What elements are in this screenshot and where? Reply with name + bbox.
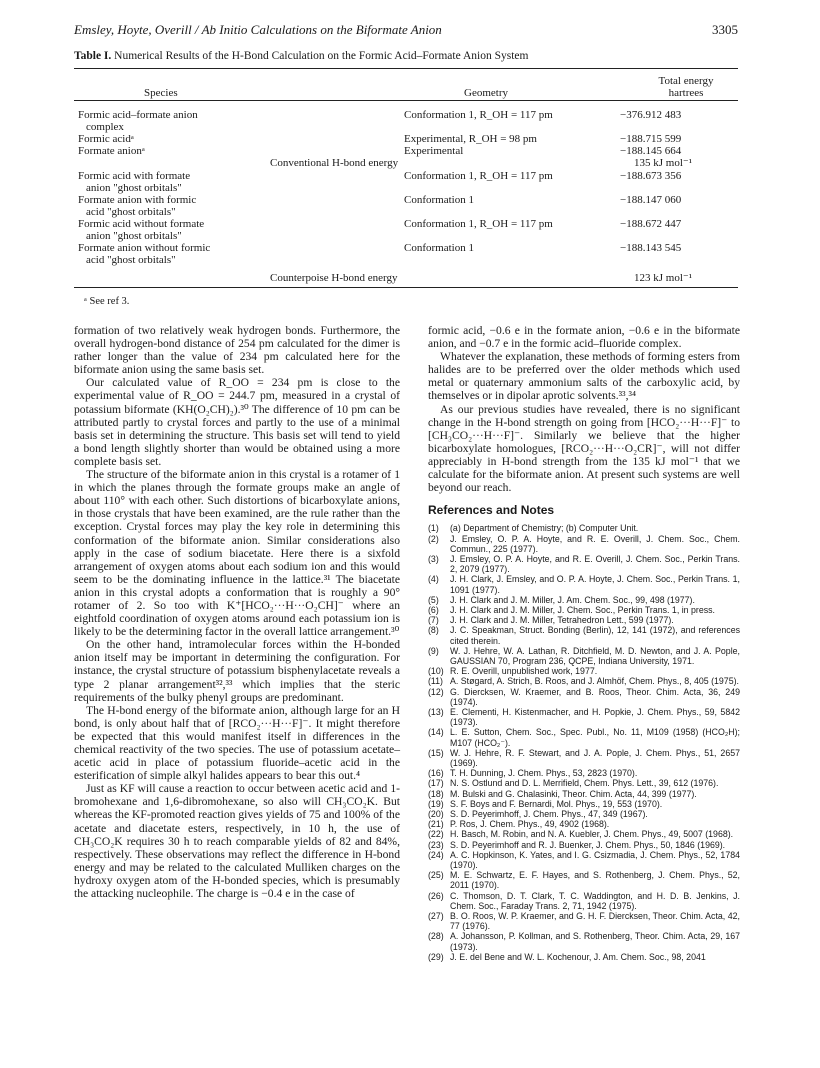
reference-text: A. Johansson, P. Kollman, and S. Rothenberg, Theor. Chim. Acta, 29, 167 (1973). xyxy=(450,931,740,952)
geometry-cell: Conformation 1, R_OH = 117 pm xyxy=(404,170,553,182)
reference-text: P. Ros, J. Chem. Phys., 49, 4902 (1968). xyxy=(450,819,610,830)
reference-item xyxy=(428,534,740,554)
reference-number: (14) xyxy=(428,727,444,738)
reference-number: (16) xyxy=(428,768,444,779)
species-cell: Formic acid without formate anion "ghost orbitals" xyxy=(78,218,205,242)
reference-number: (21) xyxy=(428,819,444,830)
reference-number: (23) xyxy=(428,839,444,850)
species-cell: Formate anionᵃ xyxy=(78,145,145,157)
geometry-cell: Conformation 1 xyxy=(404,194,474,206)
reference-number: (12) xyxy=(428,686,444,697)
reference-text: C. Thomson, D. T. Clark, T. C. Waddington, and H. D. B. Jenkins, J. Chem. Soc., Faraday Trans. 2, 71, 1942 (1975). xyxy=(450,890,740,911)
species-cell: Formic acid–formate anion complex xyxy=(78,109,198,133)
reference-item xyxy=(428,595,740,605)
paragraph: The structure of the biformate anion in this crystal is a rotamer of 1 in which the planes through the formate groups make an angle of about 110° with each other. Such distortions of bicarboxylate anions, in those crystals that have been examined, are the rule rather than the exception. Crystal forces may play the key role in determining this conformation of the biformate anion. Similar considerations also apply in the case of sodium biacetate. Here there is a sixfold arrangement of oxygen atoms about each sodium ion and this would seem to be the dominating influence in the lattice.³¹ The biacetate anion in this crystal adopts a conformation that is roughly a 90° rotamer of 2. So too with K⁺[HCO₂···H···O₂CH]⁻ where an eightfold coordination of oxygen atoms around each potassium ion is likely to be the determining factor in the overall lattice arrangement.³⁰ xyxy=(74,468,400,639)
reference-item xyxy=(428,625,740,645)
reference-number: (17) xyxy=(428,778,444,789)
geometry-cell: Conformation 1 xyxy=(404,242,474,254)
reference-item xyxy=(428,523,740,533)
energy-cell: −188.143 545 xyxy=(620,242,682,254)
reference-item xyxy=(428,727,740,747)
paragraph: formic acid, −0.6 e in the formate anion, −0.6 e in the biformate anion, and −0.7 e in the formic acid–fluoride complex. xyxy=(428,324,740,351)
running-header xyxy=(74,22,738,38)
reference-item xyxy=(428,707,740,727)
references-heading: References and Notes xyxy=(428,503,555,518)
header-energy-line1: Total energy xyxy=(658,75,714,87)
reference-item xyxy=(428,605,740,615)
reference-number: (26) xyxy=(428,890,444,901)
reference-item xyxy=(428,554,740,574)
reference-item xyxy=(428,870,740,890)
reference-number: (9) xyxy=(428,645,439,656)
reference-item xyxy=(428,615,740,625)
right-column xyxy=(428,324,740,962)
reference-text: N. S. Ostlund and D. L. Merrifield, Chem. Phys. Lett., 39, 612 (1976). xyxy=(450,778,719,789)
reference-number: (3) xyxy=(428,553,439,564)
left-column xyxy=(74,324,400,900)
species-cell: Formic acidᵃ xyxy=(78,133,134,145)
reference-item xyxy=(428,748,740,768)
reference-text: G. Diercksen, W. Kraemer, and B. Roos, Theor. Chim. Acta, 36, 249 (1974). xyxy=(450,686,740,707)
reference-text: W. J. Hehre, R. F. Stewart, and J. A. Pople, J. Chem. Phys., 51, 2657 (1969). xyxy=(450,747,740,768)
reference-text: (a) Department of Chemistry; (b) Computer Unit. xyxy=(450,523,639,534)
reference-item xyxy=(428,646,740,666)
reference-text: J. H. Clark and J. M. Miller, J. Chem. Soc., Perkin Trans. 1, in press. xyxy=(450,604,715,615)
reference-number: (22) xyxy=(428,829,444,840)
reference-item xyxy=(428,666,740,676)
paragraph: Whatever the explanation, these methods of forming esters from halides are to be preferred over the older methods which used metal or quaternary ammonium salts of the carboxylic acid, by themselves or in dipolar aprotic solvents.³³,³⁴ xyxy=(428,350,740,403)
table-header-rule xyxy=(74,100,738,101)
table-caption-text: Numerical Results of the H-Bond Calculation on the Formic Acid–Formate Anion System xyxy=(114,50,529,62)
paragraph: On the other hand, intramolecular forces within the H-bonded anion itself may be important in determining the configuration. For instance, the crystal structure of potassium bisphenylacetate reveals a type 2 planar arrangement³²,³³ which implies that the steric requirements of the bulky phenyl groups are predominant. xyxy=(74,638,400,704)
reference-text: M. Bulski and G. Chalasinki, Theor. Chim. Acta, 44, 399 (1977). xyxy=(450,788,697,799)
reference-text: A. C. Hopkinson, K. Yates, and I. G. Csizmadia, J. Chem. Phys., 52, 1784 (1970). xyxy=(450,849,740,871)
reference-number: (6) xyxy=(428,604,439,615)
reference-text: M. E. Schwartz, E. F. Hayes, and S. Rothenberg, J. Chem. Phys., 52, 2011 (1970). xyxy=(450,870,740,891)
reference-number: (13) xyxy=(428,706,444,717)
reference-item xyxy=(428,952,740,962)
geometry-cell: Experimental, R_OH = 98 pm xyxy=(404,133,537,145)
table-footnote: ᵃ See ref 3. xyxy=(84,296,130,307)
species-cell: Formic acid with formate anion "ghost orbitals" xyxy=(78,170,191,194)
reference-number: (27) xyxy=(428,911,444,922)
reference-text: R. E. Overill, unpublished work, 1977. xyxy=(450,666,598,677)
energy-cell: −188.715 599 xyxy=(620,133,682,145)
reference-number: (19) xyxy=(428,798,444,809)
page-number: 3305 xyxy=(712,22,738,37)
reference-text: B. O. Roos, W. P. Kraemer, and G. H. F. Diercksen, Theor. Chim. Acta, 42, 77 (1976). xyxy=(450,911,740,932)
paragraph: As our previous studies have revealed, there is no significant change in the H-bond strength on going from [HCO₂···H···F]⁻ to [CH₃CO₂···H···F]⁻. Similarly we believe that the higher bicarboxylate homologues, [RCO₂···H···O₂CR]⁻, will not differ appreciably in H-bond strength from the 135 kJ mol⁻¹ that we calculate for the biformate anion. At present such systems are well beyond our reach. xyxy=(428,402,740,495)
reference-text: J. H. Clark, J. Emsley, and O. P. A. Hoyte, J. Chem. Soc., Perkin Trans. 1, 1091 (1977). xyxy=(450,574,740,595)
energy-cell: −188.145 664 xyxy=(620,145,682,157)
counterpoise-value: 123 kJ mol⁻¹ xyxy=(634,272,692,284)
reference-number: (25) xyxy=(428,870,444,881)
reference-number: (20) xyxy=(428,809,444,819)
reference-item xyxy=(428,676,740,686)
paragraph: The H-bond energy of the biformate anion, although large for an H bond, is only about half that of [RCO₂···H···F]⁻. It might therefore be expected that this would manifest itself in differences in the chemical reactivity of the two species. The use of potassium acetate–acetic acid in place of potassium fluoride–acetic acid in the esterification of simple alkyl halides appears to bear this out.⁴ xyxy=(74,703,400,783)
reference-number: (29) xyxy=(428,951,444,962)
header-geometry: Geometry xyxy=(464,87,508,99)
reference-text: J. Emsley, O. P. A. Hoyte, and R. E. Overill, J. Chem. Soc., Perkin Trans. 2, 2079 (1977). xyxy=(450,553,740,575)
header-species: Species xyxy=(144,87,178,99)
reference-item xyxy=(428,850,740,870)
reference-text: J. C. Speakman, Struct. Bonding (Berlin), 12, 141 (1972), and references cited therein. xyxy=(450,625,740,646)
reference-number: (2) xyxy=(428,533,439,544)
reference-text: A. Støgard, A. Strich, B. Roos, and J. Almhöf, Chem. Phys., 8, 405 (1975). xyxy=(450,676,739,687)
header-energy-line2: hartrees xyxy=(668,87,704,99)
species-cell: Formate anion without formic acid "ghost orbitals" xyxy=(78,242,211,266)
table-bottom-rule xyxy=(74,287,738,288)
reference-item xyxy=(428,829,740,839)
reference-text: W. J. Hehre, W. A. Lathan, R. Ditchfield, M. D. Newton, and J. A. Pople, GAUSSIAN 70, Program 236, QCPE, Indiana University, 1971. xyxy=(450,645,740,666)
reference-item xyxy=(428,891,740,911)
reference-item xyxy=(428,840,740,850)
energy-cell: −376.912 483 xyxy=(620,109,682,121)
reference-number: (5) xyxy=(428,594,439,605)
running-title: Emsley, Hoyte, Overill / Ab Initio Calculations on the Biformate Anion xyxy=(74,22,442,37)
energy-cell: −188.672 447 xyxy=(620,218,682,230)
reference-item xyxy=(428,687,740,707)
table-top-rule xyxy=(74,68,738,69)
reference-text: S. F. Boys and F. Bernardi, Mol. Phys., 19, 553 (1970). xyxy=(450,798,663,809)
energy-cell: −188.673 356 xyxy=(620,170,682,182)
reference-text: J. H. Clark and J. M. Miller, J. Am. Chem. Soc., 99, 498 (1977). xyxy=(450,594,695,605)
energy-cell: −188.147 060 xyxy=(620,194,682,206)
conventional-label: Conventional H-bond energy xyxy=(270,157,399,169)
reference-item xyxy=(428,931,740,951)
reference-text: J. Emsley, O. P. A. Hoyte, and R. E. Overill, J. Chem. Soc., Chem. Commun., 225 (1977). xyxy=(450,533,740,554)
paragraph: Our calculated value of R_OO = 234 pm is close to the experimental value of R_OO = 244.7 pm, measured in a crystal of potassium biformate (KH(O₂CH)₂).³⁰ The difference of 10 pm can be attributed partly to crystal forces and partly to the use of a minimal basis set in determining the structure. This basis set will tend to yield a bond length slightly shorter than would be obtained using a more complete basis set. xyxy=(74,376,400,468)
reference-number: (1) xyxy=(428,523,439,534)
reference-item xyxy=(428,911,740,931)
reference-number: (4) xyxy=(428,574,439,585)
geometry-cell: Conformation 1, R_OH = 117 pm xyxy=(404,218,553,230)
species-cell: Formate anion with formic acid "ghost orbitals" xyxy=(78,194,197,218)
reference-text: S. D. Peyerimhoff, J. Chem. Phys., 47, 349 (1967). xyxy=(450,809,648,819)
reference-number: (11) xyxy=(428,676,443,687)
reference-text: L. E. Sutton, Chem. Soc., Spec. Publ., No. 11, M109 (1958) (HCO₂H); M107 (HCO₂⁻). xyxy=(450,727,740,748)
reference-item xyxy=(428,819,740,829)
reference-number: (10) xyxy=(428,666,444,677)
references-list xyxy=(428,523,740,962)
reference-number: (28) xyxy=(428,931,444,942)
table-caption xyxy=(74,50,528,62)
reference-text: T. H. Dunning, J. Chem. Phys., 53, 2823 (1970). xyxy=(450,768,638,779)
reference-text: S. D. Peyerimhoff and R. J. Buenker, J. Chem. Phys., 50, 1846 (1969). xyxy=(450,839,726,850)
reference-number: (8) xyxy=(428,625,439,636)
reference-item xyxy=(428,778,740,788)
reference-item xyxy=(428,809,740,819)
table-label: Table I. xyxy=(74,50,112,62)
reference-item xyxy=(428,768,740,778)
geometry-cell: Experimental xyxy=(404,145,464,157)
paragraph: Just as KF will cause a reaction to occur between acetic acid and 1-bromohexane and 1,6-dibromohexane, so also will CH₃CO₂K. But whereas the KF-promoted reaction gives yields of 75 and 100% of the acetate and diacetate esters, respectively, in 10 h, the use of CH₃CO₂K requires 30 h to reach comparable yields of 82 and 84%, respectively. These observations may reflect the difference in H-bond energy and may be related to the calculated Mulliken charges on the hydroxy oxygen atom of the H-bonded species, which is presumably the attacking nucleophile. The charge is −0.4 e in the case of xyxy=(74,782,400,901)
reference-item xyxy=(428,799,740,809)
counterpoise-label: Counterpoise H-bond energy xyxy=(270,272,398,284)
reference-number: (7) xyxy=(428,615,439,626)
reference-item xyxy=(428,789,740,799)
reference-text: E. Clementi, H. Kistenmacher, and H. Popkie, J. Chem. Phys., 59, 5842 (1973). xyxy=(450,706,740,728)
reference-number: (18) xyxy=(428,788,444,799)
paragraph: formation of two relatively weak hydrogen bonds. Furthermore, the overall hydrogen-bond distance of 254 pm calculated for the dimer is rather longer than the value of 234 pm calculated here for the biformate anion using the same basis set. xyxy=(74,324,400,377)
reference-text: J. H. Clark and J. M. Miller, Tetrahedron Lett., 599 (1977). xyxy=(450,615,674,626)
geometry-cell: Conformation 1, R_OH = 117 pm xyxy=(404,109,553,121)
reference-number: (24) xyxy=(428,849,444,860)
reference-item xyxy=(428,574,740,594)
reference-text: J. E. del Bene and W. L. Kochenour, J. Am. Chem. Soc., 98, 2041 xyxy=(450,951,706,962)
conventional-value: 135 kJ mol⁻¹ xyxy=(634,157,692,169)
reference-text: H. Basch, M. Robin, and N. A. Kuebler, J. Chem. Phys., 49, 5007 (1968). xyxy=(450,829,734,840)
reference-number: (15) xyxy=(428,747,444,758)
